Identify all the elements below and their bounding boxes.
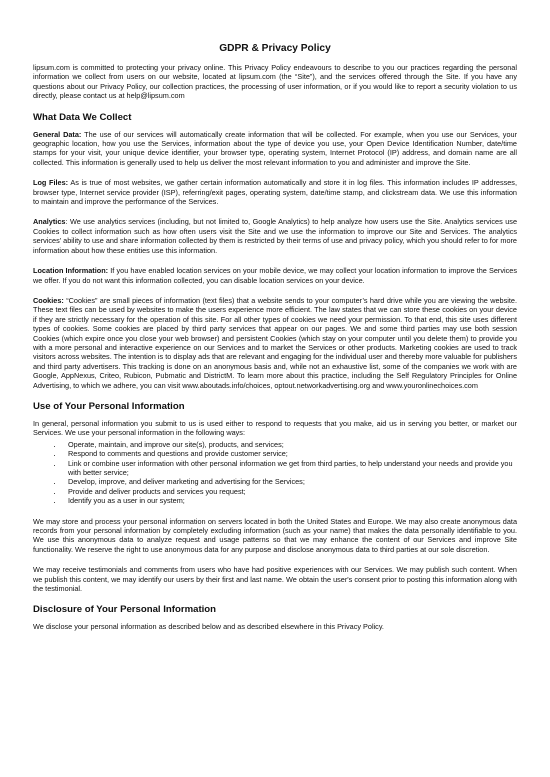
analytics-paragraph: [33, 217, 517, 255]
intro-paragraph: lipsum.com is committed to protecting your privacy online. This Privacy Policy endeavours to describe to you our practices regarding the personal information we collect from users on our website, located at lipsum.com (the “Site”), and the services offered through the Site. If you have any questions about our Privacy Policy, our collection practices, the processing of user information, or if you would like to report a security violation to us directly, please contact us at help@lipsum.com: [33, 63, 517, 101]
general-data-text: The use of our services will automatically create information that will be collected. For example, when you use our Services, your geographic location, how you use the Services, information about the type of device you use, your Open Device Identification Number, date/time stamps for your visit, your unique device identifier, your browser type, operating system, Internet Protocol (IP) address, and domain name are all collected. This information is generally used to help us deliver the most relevant information to you and administer and improve the Site.: [33, 129, 518, 167]
testimonials-paragraph: We may receive testimonials and comments from users who have had positive experiences with our Services. We may publish such content. When we publish this content, we may identify our users by their first and last name. We obtain the user's consent prior to posting this information along with the testimonial.: [33, 565, 517, 594]
cookies-paragraph: [33, 296, 517, 390]
location-paragraph: [33, 266, 517, 285]
log-files-paragraph: [33, 178, 517, 206]
list-item: • Provide and deliver products and services you request;: [63, 487, 517, 496]
use-intro-paragraph: In general, personal information you submit to us is used either to respond to requests that you make, aid us in serving you better, or market our Services. We use your personal information in the following ways:: [33, 418, 517, 438]
analytics-label: Analytics: [33, 217, 66, 227]
use-list: [33, 440, 517, 506]
list-item: • Link or combine user information with other personal information we get from third parties, to help understand your needs and provide you with better service;: [63, 459, 517, 478]
analytics-text: : We use analytics services (including, but not limited to, Google Analytics) to help analyze how users use the Site. Analytics services use Cookies to collect information such as how often users visit the Site and we use the information to improve our Site and Services. The analytics services’ ability to use and share information collected by them is restricted by their terms of use and privacy policy, which you should refer to for more information about how these entities use this information.: [33, 217, 517, 255]
section-heading-use: Use of Your Personal Information: [33, 400, 185, 412]
disclosure-paragraph: We disclose your personal information as described below and as described elsewhere in this Privacy Policy.: [33, 622, 384, 632]
section-heading-disclosure: Disclosure of Your Personal Information: [33, 604, 217, 616]
location-text: If you have enabled location services on your mobile device, we may collect your location information to improve the Services we offer. If you do not want this information collected, you can disable location services on your device.: [33, 266, 517, 285]
log-files-label: Log Files:: [33, 178, 69, 188]
log-files-text: As is true of most websites, we gather certain information automatically and store it in log files. This information includes IP addresses, browser type, Internet service provider (ISP), referring/exit pages, operating system, date/time stamp, and clickstream data. We use this information to maintain and improve the performance of the Services.: [33, 178, 517, 207]
cookies-label: Cookies:: [33, 295, 64, 305]
general-data-paragraph: [33, 130, 517, 168]
page-title: GDPR & Privacy Policy: [219, 43, 331, 54]
cookies-text: “Cookies” are small pieces of information (text files) that a website sends to your computer’s hard drive while you are viewing the website. These text files can be used by websites to make the users experience more efficient. The law states that we can store these cookies on your device if they are strictly necessary for the operation of this site. For all other types of cookies we need your permission. To that end, this site uses different types of cookies. Some cookies are placed by third party services that appear on our pages. We and some third parties may use both session Cookies (which expire once you close your web browser) and persistent Cookies (which stay on your computer until you delete them) to provide you with a more personal and interactive experience on our Services and to market the Services or other products. Marketing cookies are used to track visitors across websites. The intention is to display ads that are relevant and engaging for the individual user and thereby more valuable for publishers and third party advertisers. This tracking is done on an anonymous basis and, while not an exhaustive list, some of the companies we work with are Google, AppNexus, Criteo, Rubicon, Pubmatic and DistrictM. To learn more about this practice, including the Self Regulatory Principles for Online Advertising, to which we adhere, you can visit www.aboutads.info/choices, optout.networkadvertising.org and www.youronlinechoices.com: [33, 295, 517, 390]
general-data-label: General Data:: [33, 129, 82, 139]
location-label: Location Information:: [33, 266, 109, 276]
storage-paragraph: We may store and process your personal information on servers located in both the United States and Europe. We may also create anonymous data records from your personal information by completely excluding information (such as your name) that makes the data personally identifiable to you. We use this anonymous data to analyze request and usage patterns so that we may enhance the content of our Services and improve Site functionality. We reserve the right to use anonymous data for any purpose and disclose anonymous data to third parties at our sole discretion.: [33, 516, 517, 554]
list-item: • Develop, improve, and deliver marketing and advertising for the Services;: [63, 477, 517, 486]
list-item: • Identify you as a user in our system;: [63, 496, 517, 505]
section-heading-data-collect: What Data We Collect: [33, 111, 132, 123]
list-item: • Respond to comments and questions and provide customer service;: [63, 449, 517, 458]
list-item: • Operate, maintain, and improve our site(s), products, and services;: [63, 440, 517, 449]
